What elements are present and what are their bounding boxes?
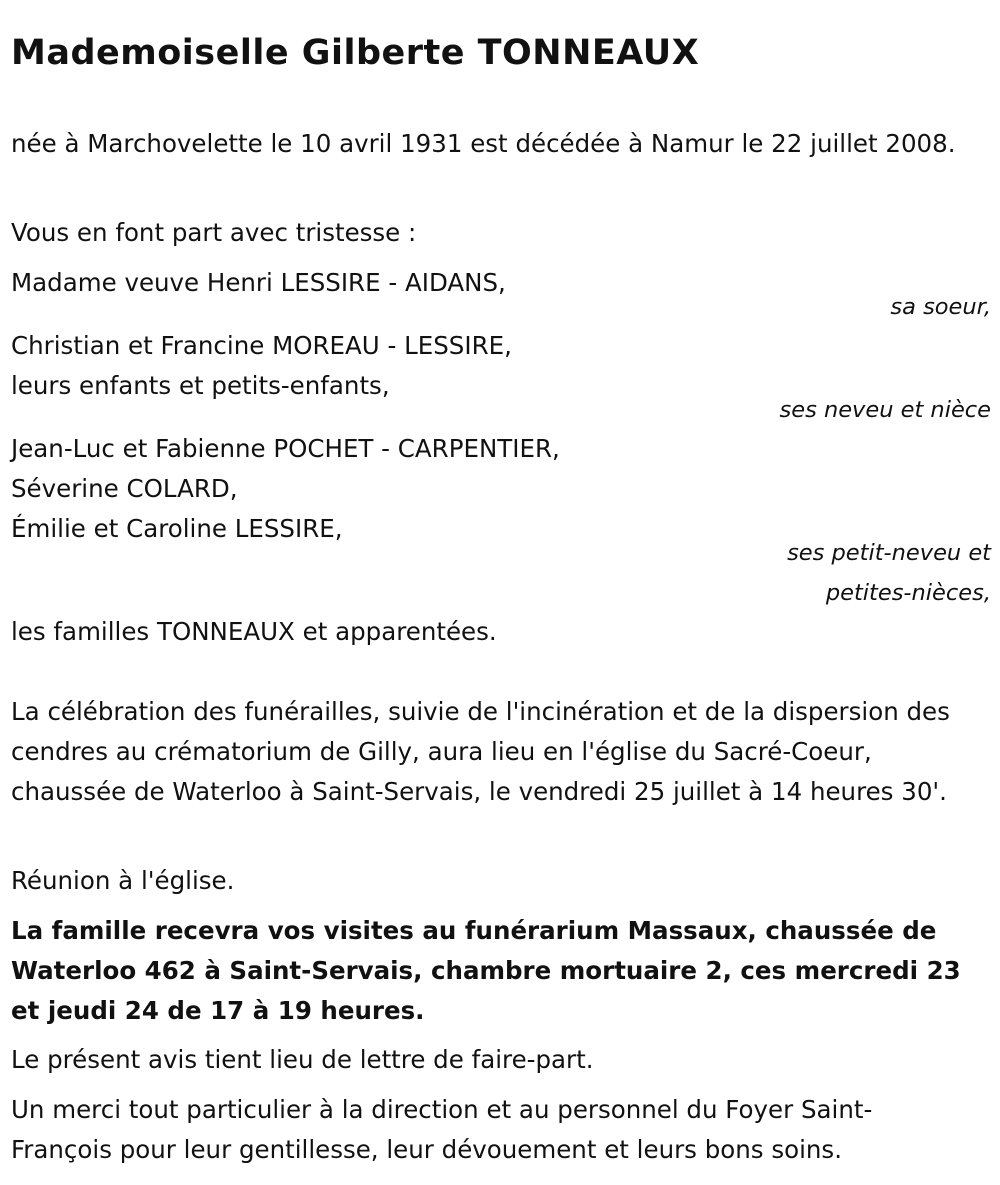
nephew-role: ses neveu et nièce	[779, 397, 991, 423]
meeting-line: Réunion à l'église.	[11, 866, 235, 895]
sister-name: Madame veuve Henri LESSIRE - AIDANS,	[11, 268, 506, 297]
families-line: les familles TONNEAUX et apparentées.	[11, 617, 497, 646]
grand-nephew-names-3: Émilie et Caroline LESSIRE,	[11, 514, 343, 543]
birth-death-paragraph: née à Marchovelette le 10 avril 1931 est décédée à Namur le 22 juillet 2008.	[11, 129, 956, 158]
grand-nephew-role-1: ses petit-neveu et	[787, 540, 991, 566]
grand-nephew-names-2: Séverine COLARD,	[11, 474, 238, 503]
thanks-paragraph: Un merci tout particulier à la direction et au personnel du Foyer Saint-François pour leur gentillesse, leur dévouement et leurs bons soins.	[11, 1095, 873, 1164]
intro-line: Vous en font part avec tristesse :	[11, 218, 417, 247]
grand-nephew-role-2: petites-nièces,	[825, 580, 991, 606]
nephew-names: Christian et Francine MOREAU - LESSIRE,	[11, 331, 512, 360]
notice-line: Le présent avis tient lieu de lettre de faire-part.	[11, 1045, 594, 1074]
grand-nephew-names-1: Jean-Luc et Fabienne POCHET - CARPENTIER,	[11, 434, 560, 463]
deceased-name-title: Mademoiselle Gilberte TONNEAUX	[11, 33, 700, 73]
sister-role: sa soeur,	[890, 294, 991, 320]
visits-paragraph: La famille recevra vos visites au funérarium Massaux, chaussée de Waterloo 462 à Saint-Servais, chambre mortuaire 2, ces mercredi 23 et jeudi 24 de 17 à 19 heures.	[11, 916, 961, 1025]
ceremony-paragraph: La célébration des funérailles, suivie de l'incinération et de la dispersion des cendres au crématorium de Gilly, aura lieu en l'église du Sacré-Coeur, chaussée de Waterloo à Saint-Servais, le vendredi 25 juillet à 14 heures 30'.	[11, 697, 950, 806]
nephew-descendants: leurs enfants et petits-enfants,	[11, 371, 390, 400]
